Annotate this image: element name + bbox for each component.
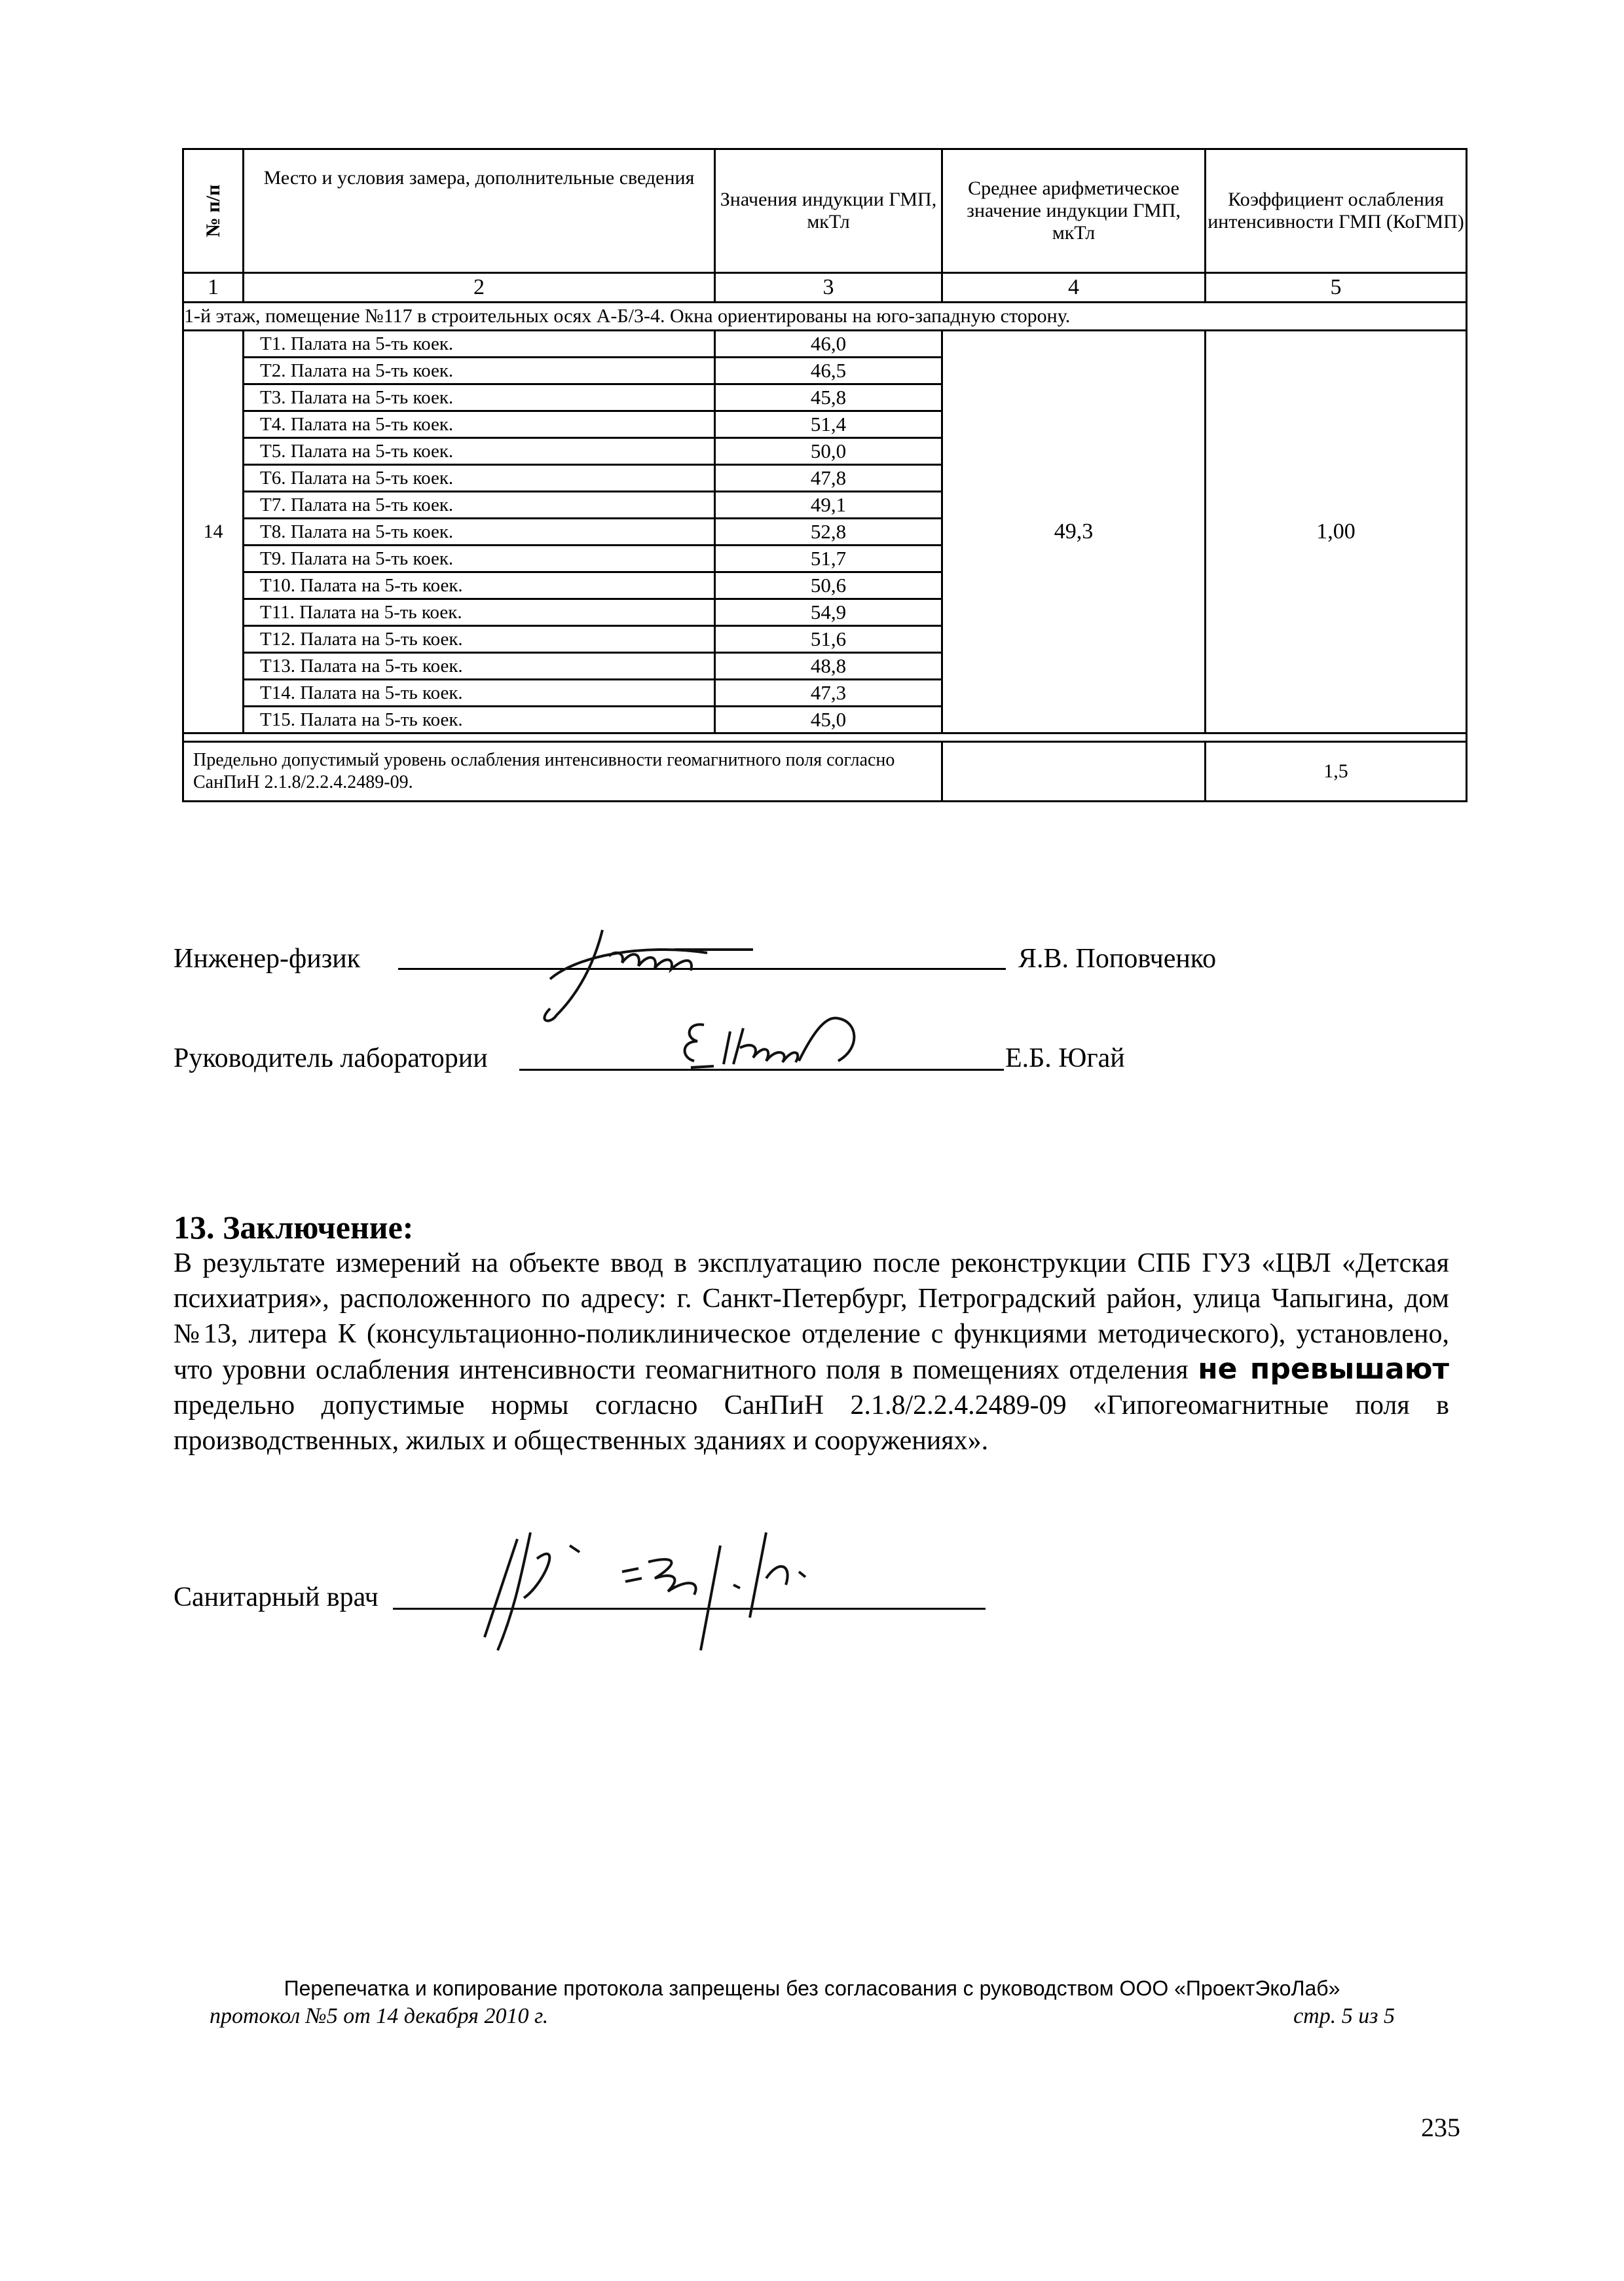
point-name: Т10. Палата на 5-ть коек. bbox=[244, 572, 715, 599]
head-title: Руководитель лаборатории bbox=[174, 1043, 488, 1073]
copyright-note: Перепечатка и копирование протокола запрещены без согласования с руководством ООО «ПроектЭкоЛаб» bbox=[284, 1976, 1340, 2000]
head-signature bbox=[661, 995, 897, 1081]
row-number: 14 bbox=[183, 331, 244, 733]
coef-value: 1,00 bbox=[1206, 331, 1467, 733]
point-value: 50,6 bbox=[715, 572, 942, 599]
point-value: 51,4 bbox=[715, 411, 942, 438]
point-name: Т12. Палата на 5-ть коек. bbox=[244, 626, 715, 653]
point-name: Т15. Палата на 5-ть коек. bbox=[244, 707, 715, 733]
head-name: Е.Б. Югай bbox=[1005, 1043, 1125, 1073]
measurement-table bbox=[182, 148, 1466, 802]
doctor-signature bbox=[458, 1500, 917, 1657]
conclusion-title: 13. Заключение: bbox=[174, 1209, 414, 1246]
point-name: Т14. Палата на 5-ть коек. bbox=[244, 680, 715, 707]
engineer-title: Инженер-физик bbox=[174, 944, 361, 974]
conclusion-text-before: В результате измерений на объекте ввод в эксплуатацию после реконструкции СПБ ГУЗ «ЦВЛ «Детская психиатрия», расположенного по адресу: г. Санкт-Петербург, Петроградский район, улица Чапыгина, дом №13, литера К (консультационно-поликлиническое отделение с функциями методического), установлено, что уровни ослабления интенсивности геомагнитного поля в помещениях отделения bbox=[174, 1248, 1449, 1385]
point-name: Т5. Палата на 5-ть коек. bbox=[244, 438, 715, 465]
header-coef: Коэффициент ослабления интенсивности ГМП (КоГМП) bbox=[1206, 149, 1467, 273]
table-row bbox=[183, 331, 1467, 358]
point-value: 46,0 bbox=[715, 331, 942, 358]
doctor-title: Санитарный врач bbox=[174, 1582, 378, 1612]
col-number-2: 2 bbox=[244, 273, 715, 303]
point-name: Т13. Палата на 5-ть коек. bbox=[244, 653, 715, 680]
norm-value: 1,5 bbox=[1206, 742, 1467, 802]
col-number-5: 5 bbox=[1206, 273, 1467, 303]
point-name: Т7. Палата на 5-ть коек. bbox=[244, 492, 715, 519]
point-name: Т1. Палата на 5-ть коек. bbox=[244, 331, 715, 358]
point-value: 49,1 bbox=[715, 492, 942, 519]
point-value: 50,0 bbox=[715, 438, 942, 465]
point-name: Т2. Палата на 5-ть коек. bbox=[244, 358, 715, 384]
point-value: 51,6 bbox=[715, 626, 942, 653]
header-row-number: № п/п bbox=[183, 149, 244, 273]
mean-value: 49,3 bbox=[942, 331, 1206, 733]
point-value: 47,3 bbox=[715, 680, 942, 707]
page-number: 235 bbox=[1421, 2113, 1460, 2142]
col-number-4: 4 bbox=[942, 273, 1206, 303]
header-mean: Среднее арифметическое значение индукции ГМП, мкТл bbox=[942, 149, 1206, 273]
norm-blank bbox=[942, 742, 1206, 802]
header-values: Значения индукции ГМП, мкТл bbox=[715, 149, 942, 273]
header-place: Место и условия замера, дополнительные сведения bbox=[244, 149, 715, 273]
point-name: Т4. Палата на 5-ть коек. bbox=[244, 411, 715, 438]
page-of: стр. 5 из 5 bbox=[1293, 2004, 1395, 2028]
point-name: Т9. Палата на 5-ть коек. bbox=[244, 546, 715, 572]
protocol-id: протокол №5 от 14 декабря 2010 г. bbox=[210, 2004, 549, 2028]
point-value: 45,0 bbox=[715, 707, 942, 733]
point-value: 54,9 bbox=[715, 599, 942, 626]
col-number-3: 3 bbox=[715, 273, 942, 303]
engineer-name: Я.В. Поповченко bbox=[1018, 944, 1217, 974]
point-value: 46,5 bbox=[715, 358, 942, 384]
table-gap bbox=[183, 733, 1467, 742]
conclusion-emphasis: не превышают bbox=[1198, 1352, 1449, 1386]
point-value: 47,8 bbox=[715, 465, 942, 492]
point-name: Т6. Палата на 5-ть коек. bbox=[244, 465, 715, 492]
norm-text: Предельно допустимый уровень ослабления интенсивности геомагнитного поля согласно СанПиН 2.1.8/2.2.4.2489-09. bbox=[183, 742, 942, 802]
conclusion-text-after: предельно допустимые нормы согласно СанПиН 2.1.8/2.2.4.2489-09 «Гипогеомагнитные поля в производственных, жилых и общественных зданиях и сооружениях». bbox=[174, 1390, 1449, 1456]
col-number-1: 1 bbox=[183, 273, 244, 303]
floor-note: 1-й этаж, помещение №117 в строительных осях А-Б/3-4. Окна ориентированы на юго-западную сторону. bbox=[183, 303, 1467, 331]
point-name: Т11. Палата на 5-ть коек. bbox=[244, 599, 715, 626]
conclusion-text bbox=[174, 1246, 1449, 1458]
point-value: 45,8 bbox=[715, 384, 942, 411]
point-value: 52,8 bbox=[715, 519, 942, 546]
point-name: Т3. Палата на 5-ть коек. bbox=[244, 384, 715, 411]
point-name: Т8. Палата на 5-ть коек. bbox=[244, 519, 715, 546]
point-value: 51,7 bbox=[715, 546, 942, 572]
point-value: 48,8 bbox=[715, 653, 942, 680]
